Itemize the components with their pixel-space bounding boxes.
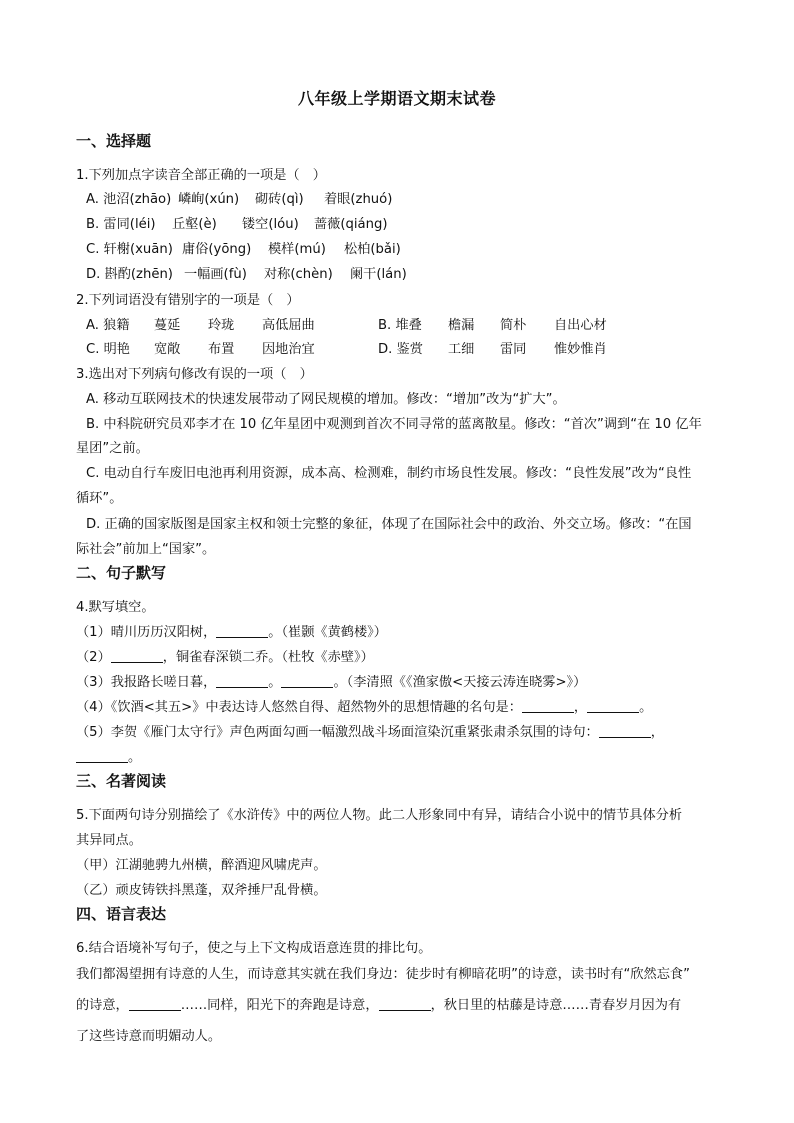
- answer-blank[interactable]: [379, 996, 431, 1011]
- q2-stem: 2.下列词语没有错别字的一项是（ ）: [76, 293, 300, 308]
- q4-item-5-cont: [76, 746, 141, 765]
- text: 。: [639, 700, 653, 715]
- section-heading-dictation: 二、句子默写: [76, 564, 167, 582]
- option-part: 丘壑(è): [172, 217, 217, 232]
- answer-blank[interactable]: [216, 673, 268, 688]
- option-part: A. 狼籍: [86, 318, 130, 333]
- section-heading-expression: 四、语言表达: [76, 905, 167, 923]
- option-part: 对称(chèn): [264, 267, 333, 282]
- text: 的诗意，: [76, 998, 129, 1013]
- option-part: 自出心材: [554, 318, 607, 333]
- option-part: 工细: [448, 342, 475, 357]
- option-part: 宽敞: [154, 342, 181, 357]
- option-part: 玲珑: [208, 318, 235, 333]
- text: 。（崔颢《黄鹤楼》）: [268, 625, 387, 640]
- option-part: 布置: [208, 342, 235, 357]
- q3-option-b-line1: B. 中科院研究员邓李才在 10 亿年星团中观测到首次不同寻常的蓝离散星。修改：“首次”调到“在 10 亿年: [86, 417, 702, 432]
- option-part: 松柏(bǎi): [344, 242, 401, 257]
- text: （5）李贺《雁门太守行》声色两面勾画一幅激烈战斗场面渲染沉重紧张肃杀氛围的诗句：: [76, 725, 599, 740]
- q5-poem-jia: （甲）江湖驰骋九州横，醉酒迎风啸虎声。: [76, 858, 327, 873]
- q3-option-c-line1: C. 电动自行车废旧电池再利用资源，成本高、检测难，制约市场良性发展。修改：“良性发展”改为“良性: [86, 466, 692, 481]
- option-part: 庸俗(yōng): [182, 242, 252, 257]
- option-part: 简朴: [500, 318, 527, 333]
- q1-stem: 1.下列加点字读音全部正确的一项是（ ）: [76, 168, 326, 183]
- q3-stem: 3.选出对下列病句修改有误的一项（ ）: [76, 367, 313, 382]
- text: （4）《饮酒<其五>》中表达诗人悠然自得、超然物外的思想情趣的名句是：: [76, 700, 522, 715]
- text: ，: [650, 725, 664, 740]
- q3-option-a: A. 移动互联网技术的快速发展带动了网民规模的增加。修改：“增加”改为“扩大”。: [86, 392, 566, 407]
- q5-poem-yi: （乙）顽皮铸铁抖黑蓬，双斧捶尸乱骨横。: [76, 883, 327, 898]
- q4-item-4: [76, 696, 652, 715]
- option-part: B. 雷同(léi): [86, 217, 156, 232]
- q4-stem: 4.默写填空。: [76, 600, 155, 615]
- text: （1）晴川历历汉阳树，: [76, 625, 217, 640]
- option-part: A. 池沼(zhāo): [86, 192, 172, 207]
- q3-option-d-line1: D. 正确的国家版图是国家主权和领士完整的象征，体现了在国际社会中的政治、外交立场。修改：“在国: [86, 517, 692, 532]
- q6-stem: 6.结合语境补写句子，使之与上下文构成语意连贯的排比句。: [76, 941, 432, 956]
- option-part: B. 堆叠: [378, 318, 422, 333]
- option-part: 镂空(lóu): [242, 217, 299, 232]
- section-heading-choice: 一、选择题: [76, 132, 152, 150]
- answer-blank[interactable]: [216, 623, 268, 638]
- option-part: 雷同: [500, 342, 527, 357]
- text: ，: [573, 700, 588, 715]
- text: （3）我报路长嗟日暮，: [76, 675, 217, 690]
- option-part: 嶙峋(xún): [178, 192, 240, 207]
- answer-blank[interactable]: [599, 723, 651, 738]
- option-part: 一幅画(fù): [184, 267, 247, 282]
- option-part: 模样(mú): [268, 242, 326, 257]
- option-part: 砌砖(qì): [255, 192, 304, 207]
- option-part: 阑干(lán): [350, 267, 407, 282]
- q6-para-line1: 我们都渴望拥有诗意的人生，而诗意其实就在我们身边：徒步时有柳暗花明”的诗意，读书时有“欣然忘食”: [76, 967, 690, 982]
- q3-option-d-line2: 际社会”前加上“国家”。: [76, 542, 216, 557]
- option-part: 高低屈曲: [262, 318, 315, 333]
- option-part: 蔷薇(qiáng): [314, 217, 388, 232]
- text: 。: [128, 750, 142, 765]
- option-part: 因地治宜: [262, 342, 315, 357]
- q4-item-1: [76, 621, 387, 640]
- answer-blank[interactable]: [76, 748, 128, 763]
- section-heading-classics: 三、名著阅读: [76, 772, 167, 790]
- text: 。: [268, 675, 282, 690]
- option-part: 蔓延: [154, 318, 181, 333]
- answer-blank[interactable]: [281, 673, 333, 688]
- answer-blank[interactable]: [111, 648, 163, 663]
- q4-item-2: [76, 646, 374, 665]
- page-title: 八年级上学期语文期末试卷: [297, 89, 496, 108]
- q5-stem-line1: 5.下面两句诗分别描绘了《水浒传》中的两位人物。此二人形象同中有异，请结合小说中的情节具体分析: [76, 808, 683, 823]
- answer-blank[interactable]: [129, 996, 181, 1011]
- option-part: D. 斟酌(zhēn): [86, 267, 173, 282]
- q5-stem-line2: 其异同点。: [76, 833, 142, 848]
- option-part: C. 明艳: [86, 342, 130, 357]
- option-part: 着眼(zhuó): [324, 192, 393, 207]
- answer-blank[interactable]: [587, 698, 639, 713]
- q6-para-line2: [76, 994, 681, 1013]
- q4-item-5: [76, 721, 664, 740]
- text: ，铜雀春深锁二乔。（杜牧《赤壁》）: [162, 650, 374, 665]
- option-part: 惟妙惟肖: [554, 342, 607, 357]
- q3-option-c-line2: 循环”。: [76, 491, 123, 506]
- q6-para-line3: 了这些诗意而明媚动人。: [76, 1029, 222, 1044]
- q3-option-b-line2: 星团”之前。: [76, 441, 149, 456]
- text: ……同样，阳光下的奔跑是诗意，: [180, 998, 379, 1013]
- option-part: D. 鉴赏: [378, 342, 423, 357]
- text: 。（李清照《《渔家傲<天接云涛连晓雾>》）: [333, 675, 587, 690]
- q4-item-3: [76, 671, 586, 690]
- answer-blank[interactable]: [522, 698, 574, 713]
- option-part: C. 轩榭(xuān): [86, 242, 173, 257]
- text: ，秋日里的枯藤是诗意……青春岁月因为有: [430, 998, 682, 1013]
- option-part: 檐漏: [448, 318, 475, 333]
- text: （2）: [76, 650, 111, 665]
